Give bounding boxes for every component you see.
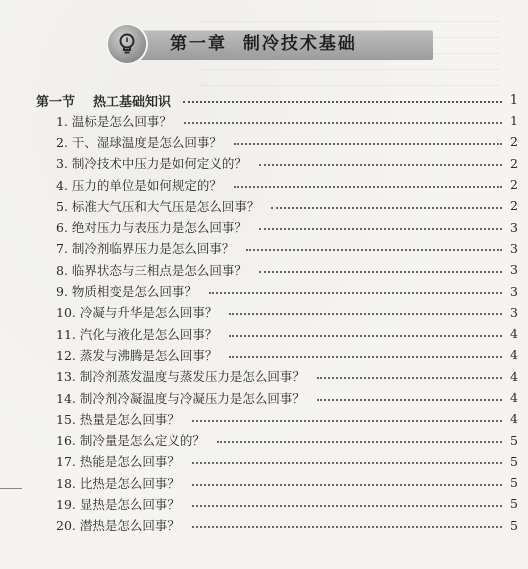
toc-entry-title: 10. 冷凝与升华是怎么回事？ [56, 305, 218, 321]
dot-leader [183, 101, 502, 103]
dot-leader [234, 186, 502, 188]
toc-entry-title: 4. 压力的单位是如何规定的？ [56, 177, 222, 193]
toc-entry-page-number: 4 [510, 368, 518, 384]
toc-entry[interactable] [56, 323, 518, 344]
toc-entry[interactable] [56, 238, 518, 259]
dot-leader [259, 228, 502, 230]
toc-entry[interactable] [56, 153, 518, 174]
toc-entry-page-number: 2 [510, 155, 518, 171]
toc-entry[interactable] [56, 195, 518, 216]
toc-entry[interactable] [56, 131, 518, 152]
dot-leader [259, 271, 502, 273]
toc-entry-title: 6. 绝对压力与表压力是怎么回事？ [56, 220, 247, 236]
toc-entry[interactable] [56, 387, 518, 408]
toc-entry-title: 19. 显热是怎么回事？ [56, 496, 180, 512]
toc-entry-page-number: 4 [510, 411, 518, 427]
toc-entry[interactable] [56, 302, 518, 323]
dot-leader [192, 484, 502, 486]
toc-entry-page-number: 5 [510, 475, 518, 491]
dot-leader [184, 122, 502, 124]
toc-entry-page-number: 3 [510, 262, 518, 278]
toc-entry-page-number: 4 [510, 326, 518, 342]
toc-entry[interactable] [56, 472, 518, 493]
toc-entry-title: 13. 制冷剂蒸发温度与蒸发压力是怎么回事？ [56, 369, 305, 385]
toc-entry-page-number: 2 [510, 134, 518, 150]
dot-leader [192, 420, 502, 422]
toc-entry[interactable] [56, 174, 518, 195]
lightbulb-icon [108, 25, 146, 63]
dot-leader [229, 335, 502, 337]
dot-leader [192, 505, 502, 507]
toc-entry-page-number: 5 [510, 496, 518, 512]
toc-entry-page-number: 2 [510, 198, 518, 214]
toc-entry-title: 17. 热能是怎么回事？ [56, 454, 180, 470]
toc-entry[interactable] [56, 515, 518, 536]
toc-entry-title: 5. 标准大气压和大气压是怎么回事？ [56, 198, 260, 214]
dot-leader [229, 356, 502, 358]
toc-entry[interactable] [56, 451, 518, 472]
dot-leader [192, 462, 502, 464]
dot-leader [317, 377, 502, 379]
toc-entry[interactable] [56, 493, 518, 514]
toc-entry-page-number: 5 [510, 517, 518, 533]
chapter-banner [108, 25, 433, 63]
toc-entry[interactable] [56, 429, 518, 450]
toc-entry-page-number: 3 [510, 219, 518, 235]
toc-entry-title: 11. 汽化与液化是怎么回事？ [56, 326, 218, 342]
toc-entry-title: 9. 物质相变是怎么回事？ [56, 284, 197, 300]
section-page-number: 1 [509, 92, 518, 108]
chapter-title: 第一章 制冷技术基础 [170, 34, 357, 54]
toc-entry-title: 20. 潜热是怎么回事？ [56, 518, 180, 534]
toc-entry-page-number: 2 [510, 177, 518, 193]
dot-leader [234, 143, 502, 145]
toc-list [56, 110, 518, 536]
toc-entry[interactable] [56, 110, 518, 131]
margin-mark [0, 488, 22, 489]
toc-entry[interactable] [56, 259, 518, 280]
toc-entry-page-number: 3 [510, 240, 518, 256]
toc-entry-title: 12. 蒸发与沸腾是怎么回事？ [56, 347, 218, 363]
toc-entry-page-number: 4 [510, 347, 518, 363]
toc-entry[interactable] [56, 366, 518, 387]
dot-leader [229, 313, 502, 315]
section-heading[interactable] [36, 90, 518, 110]
toc-entry-title: 14. 制冷剂冷凝温度与冷凝压力是怎么回事？ [56, 390, 305, 406]
toc-entry-title: 8. 临界状态与三相点是怎么回事？ [56, 262, 247, 278]
toc-entry-title: 3. 制冷技术中压力是如何定义的？ [56, 156, 247, 172]
toc-entry-page-number: 1 [510, 113, 518, 129]
toc-entry[interactable] [56, 280, 518, 301]
toc-entry-title: 2. 干、湿球温度是怎么回事？ [56, 134, 222, 150]
toc-entry-title: 7. 制冷剂临界压力是怎么回事？ [56, 241, 235, 257]
dot-leader [209, 292, 502, 294]
section-number: 第一节 [36, 94, 76, 110]
dot-leader [217, 441, 502, 443]
toc-entry-title: 1. 温标是怎么回事？ [56, 113, 172, 129]
toc-entry-title: 15. 热量是怎么回事？ [56, 411, 180, 427]
toc-entry-page-number: 4 [510, 390, 518, 405]
dot-leader [259, 164, 502, 166]
dot-leader [246, 249, 502, 251]
toc-entry-page-number: 5 [510, 453, 518, 469]
dot-leader [271, 207, 502, 209]
toc-entry[interactable] [56, 344, 518, 365]
toc-entry-page-number: 5 [510, 432, 518, 448]
dot-leader [317, 399, 502, 401]
toc-entry-title: 16. 制冷量是怎么定义的？ [56, 433, 205, 449]
section-title: 热工基础知识 [93, 94, 172, 110]
toc-entry-page-number: 3 [510, 304, 518, 320]
toc-entry[interactable] [56, 216, 518, 237]
toc-entry-page-number: 3 [510, 283, 518, 299]
dot-leader [192, 526, 502, 528]
toc-entry[interactable] [56, 408, 518, 429]
toc-entry-title: 18. 比热是怎么回事？ [56, 475, 180, 491]
